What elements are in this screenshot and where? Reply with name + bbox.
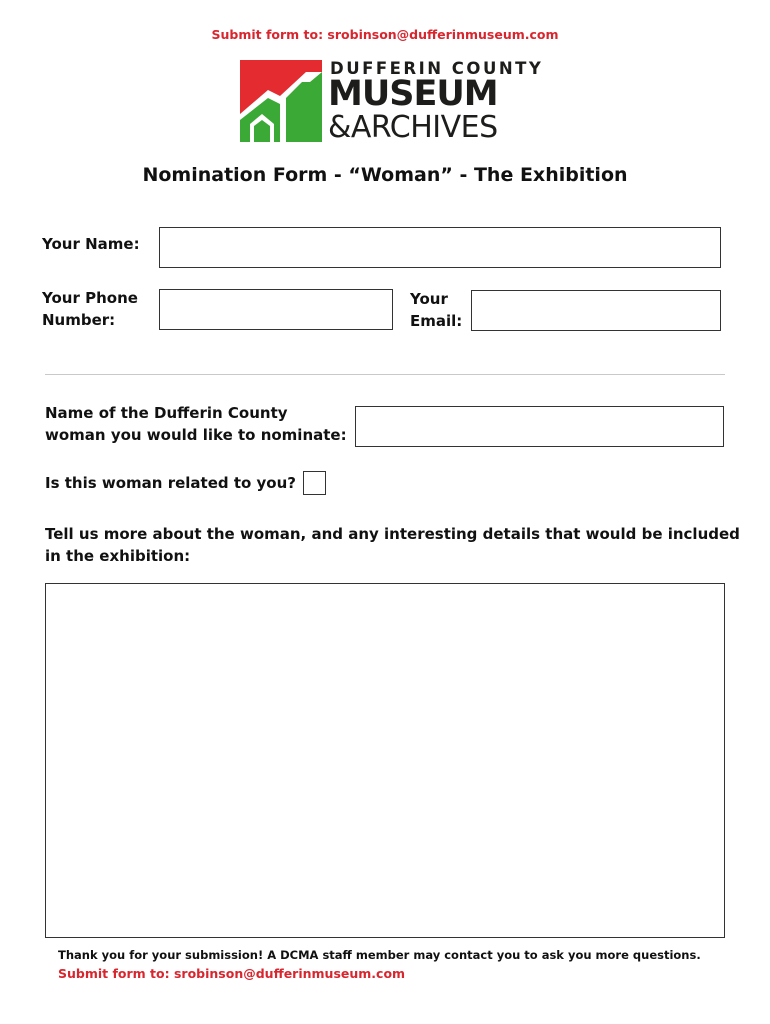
thank-you-note: Thank you for your submission! A DCMA staff member may contact you to ask you more questions. bbox=[58, 948, 701, 962]
related-label: Is this woman related to you? bbox=[45, 474, 296, 492]
details-textarea[interactable] bbox=[45, 583, 725, 938]
phone-label-line1: Your Phone bbox=[42, 289, 138, 307]
phone-field[interactable] bbox=[159, 289, 393, 330]
email-label bbox=[410, 288, 462, 332]
logo-text-county: DUFFERIN COUNTY bbox=[330, 59, 544, 78]
details-label-line1: Tell us more about the woman, and any interesting details that would be included bbox=[45, 525, 740, 543]
nominee-label bbox=[45, 402, 347, 446]
email-label-line1: Your bbox=[410, 290, 448, 308]
logo-text-museum: MUSEUM bbox=[328, 74, 498, 114]
phone-label-line2: Number: bbox=[42, 311, 116, 329]
nominee-label-line2: woman you would like to nominate: bbox=[45, 426, 347, 444]
page-title: Nomination Form - “Woman” - The Exhibition bbox=[142, 164, 628, 186]
phone-label bbox=[42, 287, 138, 331]
your-name-label: Your Name: bbox=[42, 235, 140, 253]
email-label-line2: Email: bbox=[410, 312, 463, 330]
related-checkbox[interactable] bbox=[303, 471, 326, 495]
details-label-line2: in the exhibition: bbox=[45, 547, 191, 565]
section-divider bbox=[45, 374, 725, 375]
nominee-name-field[interactable] bbox=[355, 406, 724, 447]
nominee-label-line1: Name of the Dufferin County bbox=[45, 404, 288, 422]
submit-note-top: Submit form to: srobinson@dufferinmuseum.com bbox=[211, 27, 559, 42]
logo-text-archives: &ARCHIVES bbox=[328, 110, 498, 145]
details-label bbox=[45, 523, 740, 567]
your-name-field[interactable] bbox=[159, 227, 721, 268]
submit-note-bottom: Submit form to: srobinson@dufferinmuseum.com bbox=[58, 966, 406, 981]
email-field[interactable] bbox=[471, 290, 721, 331]
